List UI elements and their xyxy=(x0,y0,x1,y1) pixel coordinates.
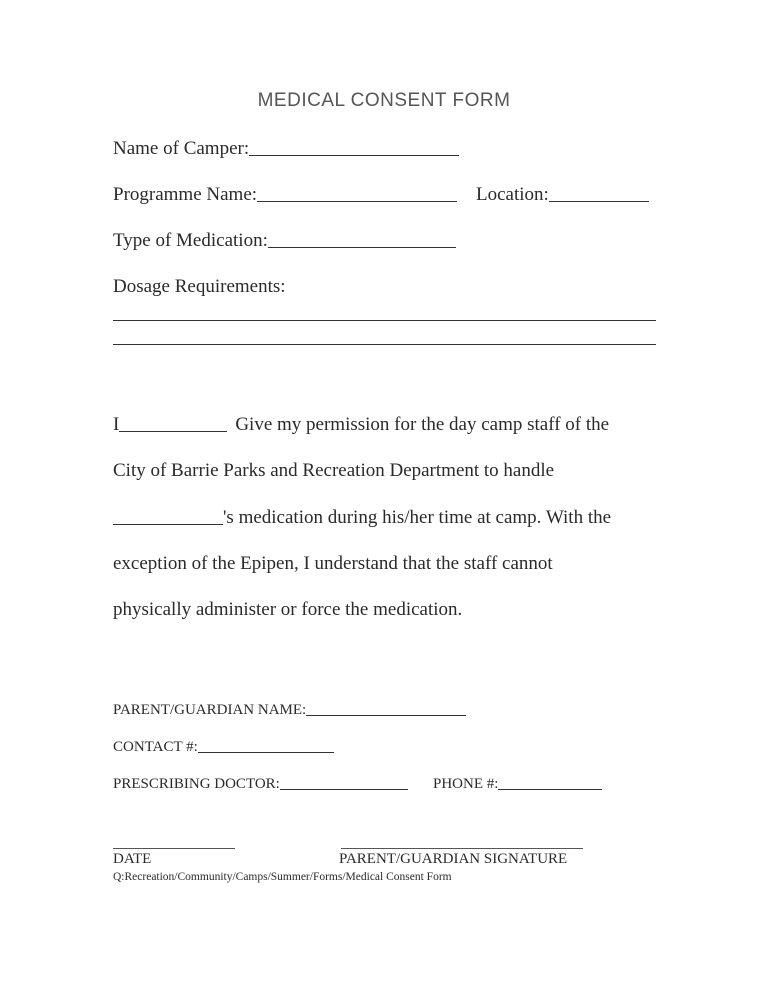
form-title: MEDICAL CONSENT FORM xyxy=(257,90,511,111)
location-blank[interactable] xyxy=(549,200,649,202)
child-name-blank[interactable] xyxy=(113,523,223,525)
programme-name-blank[interactable] xyxy=(257,200,457,202)
contact-number-blank[interactable] xyxy=(198,751,334,753)
phone-label: PHONE #: xyxy=(433,776,499,792)
consent-line-4: exception of the Epipen, I understand that the staff cannot xyxy=(113,553,553,574)
dosage-field xyxy=(113,276,286,298)
date-line[interactable] xyxy=(113,848,235,849)
medication-type-label: Type of Medication: xyxy=(113,230,268,251)
consent-line-2: City of Barrie Parks and Recreation Department to handle xyxy=(113,460,555,481)
dosage-label: Dosage Requirements: xyxy=(113,276,286,297)
doctor-label: PRESCRIBING DOCTOR: xyxy=(113,776,280,792)
date-label: DATE xyxy=(113,851,152,867)
footer-path: Q:Recreation/Community/Camps/Summer/Forms/Medical Consent Form xyxy=(113,871,452,883)
programme-name-field xyxy=(113,184,457,206)
consent-line-3 xyxy=(113,507,611,529)
guardian-name-field xyxy=(113,702,466,719)
location-label: Location: xyxy=(476,184,549,205)
dosage-line-1[interactable] xyxy=(113,320,656,321)
contact-number-label: CONTACT #: xyxy=(113,739,198,755)
camper-name-blank[interactable] xyxy=(249,154,459,156)
guardian-blank[interactable] xyxy=(119,430,227,432)
medication-type-field xyxy=(113,230,456,252)
consent-line-1 xyxy=(113,414,609,436)
phone-blank[interactable] xyxy=(498,788,602,790)
dosage-line-2[interactable] xyxy=(113,344,656,345)
doctor-field xyxy=(113,776,408,793)
consent-line-3-text: 's medication during his/her time at camp. With the xyxy=(223,507,612,528)
signature-label: PARENT/GUARDIAN SIGNATURE xyxy=(339,851,568,867)
consent-line-5: physically administer or force the medication. xyxy=(113,599,463,620)
contact-number-field xyxy=(113,739,334,756)
signature-line[interactable] xyxy=(341,848,583,849)
guardian-name-label: PARENT/GUARDIAN NAME: xyxy=(113,702,307,718)
doctor-blank[interactable] xyxy=(280,788,408,790)
consent-line-1-text: Give my permission for the day camp staff of the xyxy=(235,414,610,435)
location-field xyxy=(476,184,649,206)
medication-type-blank[interactable] xyxy=(268,246,456,248)
phone-field xyxy=(433,776,602,793)
camper-name-label: Name of Camper: xyxy=(113,138,250,159)
consent-prefix: I xyxy=(113,414,120,435)
programme-name-label: Programme Name: xyxy=(113,184,258,205)
camper-name-field xyxy=(113,138,459,160)
guardian-name-blank[interactable] xyxy=(306,714,466,716)
